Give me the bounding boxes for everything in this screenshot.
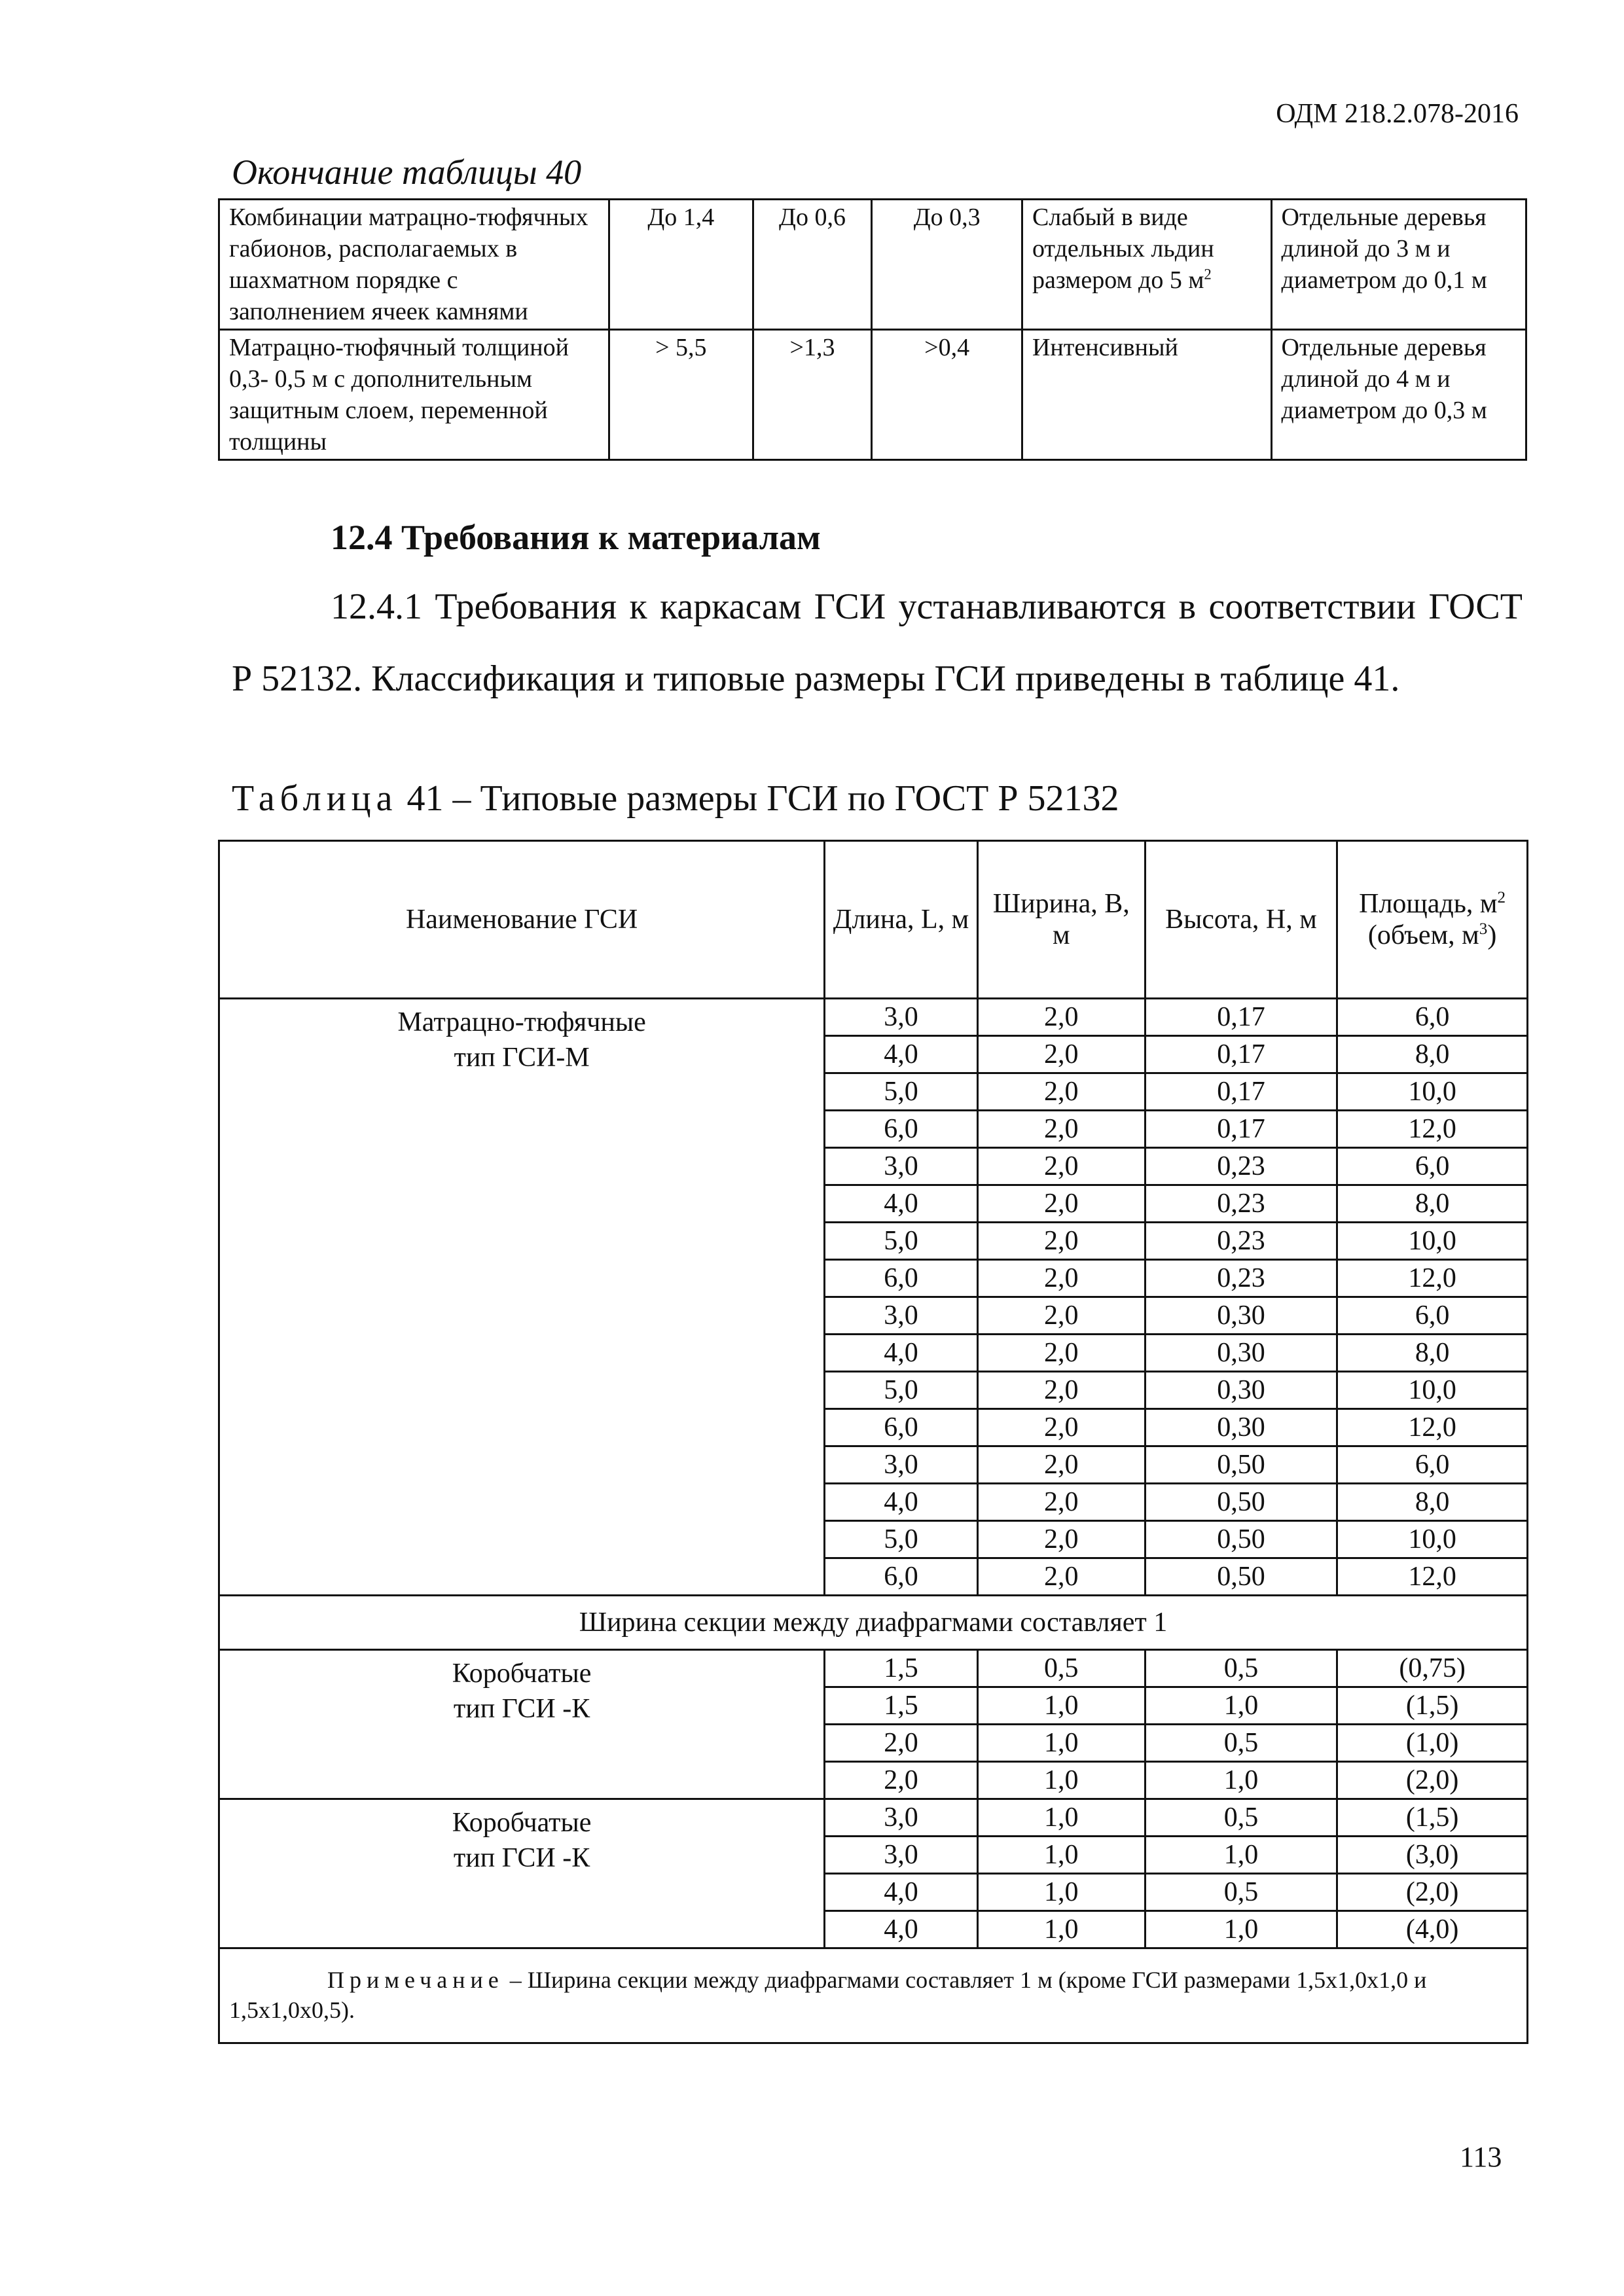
table-row <box>219 330 1526 460</box>
header-height: Высота, Н, м <box>1145 841 1337 999</box>
length-cell: 3,0 <box>825 1148 978 1185</box>
width-cell: 1,0 <box>977 1837 1145 1874</box>
height-cell: 0,17 <box>1145 999 1337 1036</box>
width-cell: 2,0 <box>977 1185 1145 1223</box>
header-width: Ширина, В, м <box>977 841 1145 999</box>
width-cell: 2,0 <box>977 999 1145 1036</box>
area-cell: (2,0) <box>1337 1874 1528 1911</box>
height-cell: 0,17 <box>1145 1111 1337 1148</box>
note-word: Примечание <box>327 1967 504 1993</box>
length-cell: 6,0 <box>825 1409 978 1446</box>
area-cell: 8,0 <box>1337 1335 1528 1372</box>
length-cell: 4,0 <box>825 1185 978 1223</box>
header-length: Длина, L, м <box>825 841 978 999</box>
length-cell: 3,0 <box>825 1297 978 1335</box>
length-cell: 6,0 <box>825 1558 978 1596</box>
width-cell: 2,0 <box>977 1335 1145 1372</box>
width-cell: 2,0 <box>977 1297 1145 1335</box>
width-cell: 2,0 <box>977 1036 1145 1073</box>
note-text: – Ширина секции между диафрагмами составляет 1 м (кроме ГСИ размерами 1,5х1,0х1,0 и 1,5х1,0х0,5). <box>229 1967 1427 2023</box>
separator-cell: Ширина секции между диафрагмами составляет 1 <box>219 1596 1528 1650</box>
height-cell: 0,5 <box>1145 1650 1337 1687</box>
height-cell: 0,23 <box>1145 1148 1337 1185</box>
area-cell: (1,5) <box>1337 1799 1528 1837</box>
area-cell: (1,0) <box>1337 1725 1528 1762</box>
value-cell: >1,3 <box>753 330 872 460</box>
length-cell: 3,0 <box>825 1446 978 1484</box>
area-cell: 12,0 <box>1337 1111 1528 1148</box>
gsi-type-line: Матрацно-тюфячные <box>397 1007 646 1037</box>
length-cell: 4,0 <box>825 1335 978 1372</box>
area-cell: 6,0 <box>1337 999 1528 1036</box>
height-cell: 0,50 <box>1145 1521 1337 1558</box>
trees-cell: Отдельные деревья длиной до 3 м и диаметром до 0,1 м <box>1271 200 1526 330</box>
value-cell: До 1,4 <box>609 200 753 330</box>
gsi-type-line: Коробчатые <box>452 1808 592 1838</box>
width-cell: 2,0 <box>977 1073 1145 1111</box>
area-cell: 8,0 <box>1337 1036 1528 1073</box>
length-cell: 5,0 <box>825 1223 978 1260</box>
superscript: 3 <box>1479 920 1488 938</box>
width-cell: 1,0 <box>977 1762 1145 1799</box>
header-name: Наименование ГСИ <box>219 841 825 999</box>
height-cell: 0,5 <box>1145 1799 1337 1837</box>
height-cell: 1,0 <box>1145 1762 1337 1799</box>
length-cell: 1,5 <box>825 1687 978 1725</box>
length-cell: 5,0 <box>825 1521 978 1558</box>
gabion-type-cell: Комбинации матрацно-тюфячных габионов, располагаемых в шахматном порядке с заполнением ячеек камнями <box>219 200 609 330</box>
width-cell: 2,0 <box>977 1260 1145 1297</box>
height-cell: 0,17 <box>1145 1073 1337 1111</box>
height-cell: 0,5 <box>1145 1725 1337 1762</box>
height-cell: 0,23 <box>1145 1223 1337 1260</box>
width-cell: 2,0 <box>977 1111 1145 1148</box>
area-cell: 10,0 <box>1337 1223 1528 1260</box>
height-cell: 1,0 <box>1145 1911 1337 1948</box>
height-cell: 0,30 <box>1145 1335 1337 1372</box>
length-cell: 5,0 <box>825 1073 978 1111</box>
area-cell: 8,0 <box>1337 1484 1528 1521</box>
height-cell: 0,5 <box>1145 1874 1337 1911</box>
height-cell: 1,0 <box>1145 1837 1337 1874</box>
height-cell: 0,23 <box>1145 1185 1337 1223</box>
table-row <box>219 999 1528 1036</box>
area-cell: 6,0 <box>1337 1446 1528 1484</box>
table-continuation-caption: Окончание таблицы 40 <box>232 152 582 192</box>
gsi-type-line: тип ГСИ-М <box>454 1043 590 1073</box>
area-cell: (1,5) <box>1337 1687 1528 1725</box>
area-cell: 6,0 <box>1337 1148 1528 1185</box>
header-area <box>1337 841 1528 999</box>
area-cell: 12,0 <box>1337 1409 1528 1446</box>
table-header-row <box>219 841 1528 999</box>
height-cell: 0,23 <box>1145 1260 1337 1297</box>
width-cell: 1,0 <box>977 1799 1145 1837</box>
page-number: 113 <box>1460 2141 1502 2173</box>
value-cell: До 0,3 <box>872 200 1022 330</box>
width-cell: 2,0 <box>977 1372 1145 1409</box>
table-40-end <box>218 198 1527 461</box>
gsi-type-cell <box>219 999 825 1596</box>
height-cell: 0,50 <box>1145 1484 1337 1521</box>
caption-rest: 41 – Типовые размеры ГСИ по ГОСТ Р 52132 <box>397 778 1119 819</box>
area-cell: 10,0 <box>1337 1372 1528 1409</box>
length-cell: 4,0 <box>825 1911 978 1948</box>
width-cell: 1,0 <box>977 1874 1145 1911</box>
length-cell: 4,0 <box>825 1484 978 1521</box>
width-cell: 2,0 <box>977 1521 1145 1558</box>
area-cell: 10,0 <box>1337 1073 1528 1111</box>
gabion-type-cell: Матрацно-тюфячный толщиной 0,3- 0,5 м с дополнительным защитным слоем, переменной толщины <box>219 330 609 460</box>
note-cell <box>219 1948 1528 2043</box>
width-cell: 1,0 <box>977 1725 1145 1762</box>
ice-text: Слабый в виде отдельных льдин размером до 5 м <box>1032 204 1214 294</box>
length-cell: 2,0 <box>825 1725 978 1762</box>
length-cell: 6,0 <box>825 1260 978 1297</box>
length-cell: 3,0 <box>825 1837 978 1874</box>
width-cell: 2,0 <box>977 1223 1145 1260</box>
length-cell: 1,5 <box>825 1650 978 1687</box>
area-cell: 10,0 <box>1337 1521 1528 1558</box>
document-code: ОДМ 218.2.078-2016 <box>1276 99 1519 129</box>
width-cell: 0,5 <box>977 1650 1145 1687</box>
ice-cell <box>1022 330 1271 460</box>
value-cell: >0,4 <box>872 330 1022 460</box>
area-cell: (3,0) <box>1337 1837 1528 1874</box>
area-cell: 12,0 <box>1337 1558 1528 1596</box>
gsi-type-line: Коробчатые <box>452 1659 592 1689</box>
length-cell: 3,0 <box>825 999 978 1036</box>
table-note-row <box>219 1948 1528 2043</box>
table-row <box>219 1650 1528 1687</box>
height-cell: 0,50 <box>1145 1558 1337 1596</box>
ice-cell <box>1022 200 1271 330</box>
volume-label: (объем, м <box>1367 920 1479 950</box>
length-cell: 4,0 <box>825 1874 978 1911</box>
table-row <box>219 200 1526 330</box>
gsi-type-cell <box>219 1650 825 1799</box>
superscript: 2 <box>1204 266 1212 283</box>
height-cell: 1,0 <box>1145 1687 1337 1725</box>
ice-text: Интенсивный <box>1032 334 1178 361</box>
area-cell: (2,0) <box>1337 1762 1528 1799</box>
body-paragraph: 12.4.1 Требования к каркасам ГСИ устанавливаются в соответствии ГОСТ Р 52132. Классификация и типовые размеры ГСИ приведены в таблице 41. <box>232 586 1523 699</box>
caption-word: Таблица <box>232 778 398 819</box>
area-cell: (0,75) <box>1337 1650 1528 1687</box>
length-cell: 6,0 <box>825 1111 978 1148</box>
width-cell: 1,0 <box>977 1687 1145 1725</box>
section-heading: 12.4 Требования к материалам <box>331 518 821 557</box>
table-41-caption <box>232 778 1119 819</box>
area-cell: 8,0 <box>1337 1185 1528 1223</box>
table-row <box>219 1799 1528 1837</box>
height-cell: 0,50 <box>1145 1446 1337 1484</box>
table-separator-row <box>219 1596 1528 1650</box>
gsi-type-line: тип ГСИ -К <box>453 1843 590 1873</box>
gsi-type-cell <box>219 1799 825 1948</box>
height-cell: 0,30 <box>1145 1297 1337 1335</box>
area-cell: (4,0) <box>1337 1911 1528 1948</box>
width-cell: 2,0 <box>977 1446 1145 1484</box>
trees-cell: Отдельные деревья длиной до 4 м и диаметром до 0,3 м <box>1271 330 1526 460</box>
gsi-type-line: тип ГСИ -К <box>453 1694 590 1724</box>
length-cell: 3,0 <box>825 1799 978 1837</box>
volume-paren: ) <box>1487 920 1497 950</box>
width-cell: 2,0 <box>977 1558 1145 1596</box>
length-cell: 2,0 <box>825 1762 978 1799</box>
area-label: Площадь, м <box>1359 889 1498 919</box>
length-cell: 4,0 <box>825 1036 978 1073</box>
height-cell: 0,30 <box>1145 1372 1337 1409</box>
length-cell: 5,0 <box>825 1372 978 1409</box>
width-cell: 2,0 <box>977 1148 1145 1185</box>
value-cell: До 0,6 <box>753 200 872 330</box>
table-41 <box>218 840 1528 2044</box>
superscript: 2 <box>1497 889 1506 906</box>
area-cell: 6,0 <box>1337 1297 1528 1335</box>
width-cell: 1,0 <box>977 1911 1145 1948</box>
width-cell: 2,0 <box>977 1484 1145 1521</box>
width-cell: 2,0 <box>977 1409 1145 1446</box>
height-cell: 0,17 <box>1145 1036 1337 1073</box>
value-cell: > 5,5 <box>609 330 753 460</box>
height-cell: 0,30 <box>1145 1409 1337 1446</box>
area-cell: 12,0 <box>1337 1260 1528 1297</box>
